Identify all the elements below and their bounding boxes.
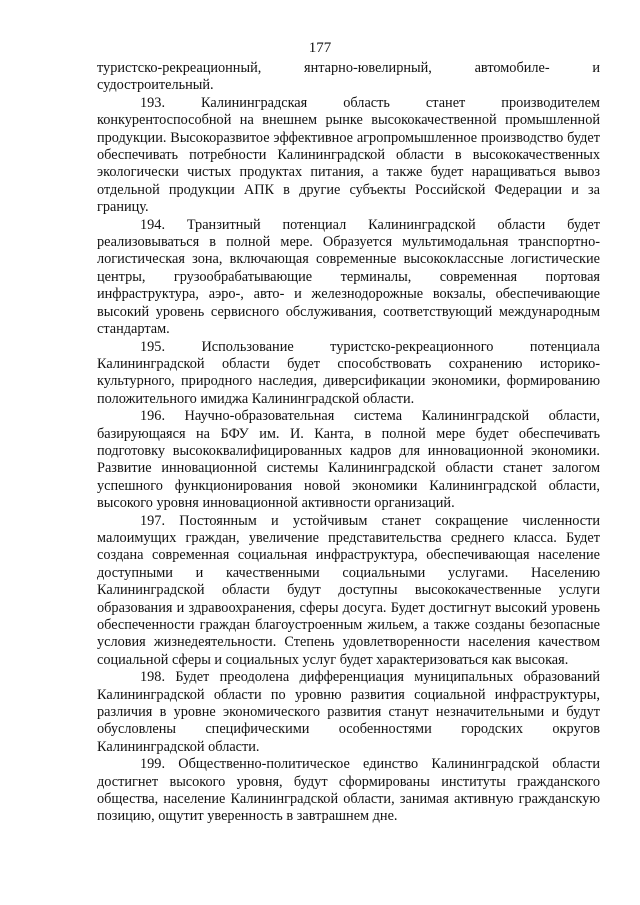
page-number: 177 xyxy=(308,40,332,56)
paragraph-195: 195. Использование туристско-рекреационного потенциала Калининградской области будет способствовать сохранению историко-культурного, природного наследия, диверсификации экономики, формированию положительного имиджа Калининградской области. xyxy=(97,338,600,407)
paragraph-194: 194. Транзитный потенциал Калининградской области будет реализовываться в полной мере. Образуется мультимодальная транспортно-логистическая зона, включающая современные высококлассные логистические центры, грузообрабатывающие терминалы, современная портовая инфраструктура, аэро-, авто- и железнодорожные вокзалы, обеспечивающие высокий уровень сервисного обслуживания, соответствующий международным стандартам. xyxy=(97,216,600,338)
paragraph-continuation: туристско-рекреационный, янтарно-ювелирный, автомобиле- и судостроительный. xyxy=(97,60,600,94)
paragraph-193: 193. Калининградская область станет производителем конкурентоспособной на внешнем рынке высококачественной промышленной продукции. Высокоразвитое эффективное агропромышленное производство будет обеспечивать потребности Калининградской области в высококачественных экологически чистых продуктах питания, а также будет наращиваться вывоз отдельной продукции АПК в другие субъекты Российской Федерации и за границу. xyxy=(97,94,600,216)
paragraph-197: 197. Постоянным и устойчивым станет сокращение численности малоимущих граждан, увеличение представительства среднего класса. Будет создана современная социальная инфраструктура, обеспечивающая население доступными и качественными социальными услугами. Населению Калининградской области будут доступны высококачественные услуги образования и здравоохранения, сферы досуга. Будет достигнут высокий уровень обеспеченности граждан благоустроенным жильем, а также созданы безопасные условия жизнедеятельности. Степень удовлетворенности населения качеством социальной сферы и социальных услуг будет характеризоваться как высокая. xyxy=(97,512,600,668)
paragraph-199: 199. Общественно-политическое единство Калининградской области достигнет высокого уровня, будут сформированы институты гражданского общества, население Калининградской области, занимая активную гражданскую позицию, ощутит уверенность в завтрашнем дне. xyxy=(97,756,600,825)
paragraph-198: 198. Будет преодолена дифференциация муниципальных образований Калининградской области по уровню развития социальной инфраструктуры, различия в уровне экономического развития станут незначительными и будут обусловлены специфическими особенностями городских округов Калининградской области. xyxy=(97,669,600,755)
paragraph-196: 196. Научно-образовательная система Калининградской области, базирующаяся на БФУ им. И. Канта, в полной мере будет обеспечивать подготовку высококвалифицированных кадров для инновационной экономики. Развитие инновационной системы Калининградской области станет залогом успешного функционирования новой экономики Калининградской области, высокого уровня инновационной активности организаций. xyxy=(97,408,600,512)
document-body xyxy=(97,60,600,826)
